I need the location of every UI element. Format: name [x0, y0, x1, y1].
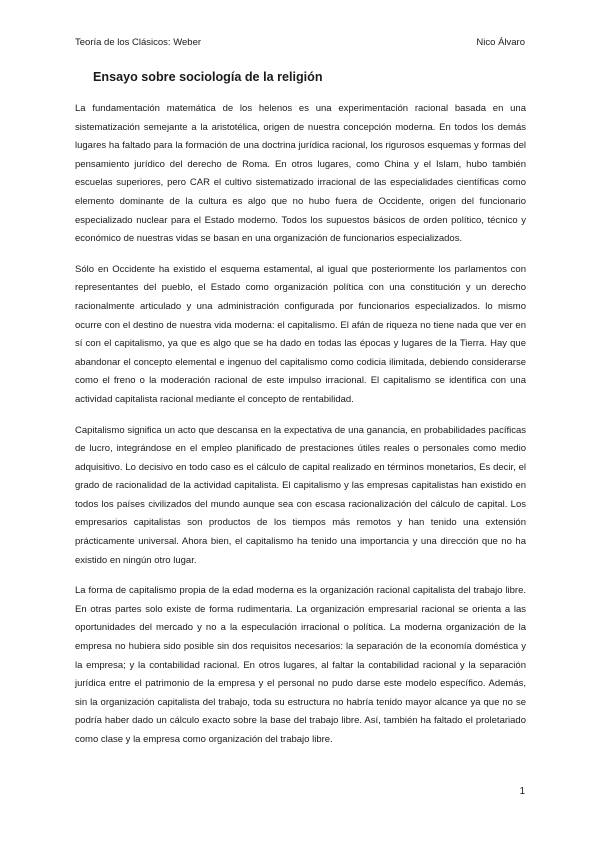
paragraph: Sólo en Occidente ha existido el esquema estamental, al igual que posteriormente los parlamentos con representantes del pueblo, el Estado como organización política con una constitución y un derecho racionalmente articulado y una administración configurada por funcionarios especializados. lo mismo ocurre con el destino de nuestra vida moderna: el capitalismo. El afán de riqueza no tiene nada que ver en sí con el capitalismo, ya que es algo que se ha dado en todas las épocas y lugares de la Tierra. Hay que abandonar el concepto elemental e ingenuo del capitalismo como codicia ilimitada, debiendo considerarse como el freno o la moderación racional de este impulso irracional. El capitalismo se identifica con una actividad capitalista racional mediante el concepto de rentabilidad. — [75, 263, 526, 405]
header-author: Nico Álvaro — [476, 37, 525, 48]
paragraph: La fundamentación matemática de los helenos es una experimentación racional basada en una sistematización semejante a la aristotélica, origen de nuestra concepción moderna. En todos los demás lugares ha faltado para la formación de una doctrina jurídica racional, los rigurosos esquemas y formas del pensamiento jurídico del derecho de Roma. En otros lugares, como China y el Islam, hubo también escuelas superiores, pero CAR el cultivo sistematizado irracional de las especialidades científicas como elemento dominante de la cultura es algo que no hubo fuera de Occidente, origen del funcionario especializado nuclear para el Estado moderno. Todos los supuestos básicos de orden político, técnico y económico de nuestras vidas se basan en una organización de funcionarios especializados. — [75, 103, 526, 245]
page-number: 1 — [519, 786, 525, 797]
page-header — [75, 37, 525, 48]
header-course-title: Teoría de los Clásicos: Weber — [75, 37, 202, 48]
essay-body — [75, 100, 526, 762]
paragraph: La forma de capitalismo propia de la edad moderna es la organización racional capitalista del trabajo libre. En otras partes solo existe de forma rudimentaria. La organización empresarial racional se orienta a las oportunidades del mercado y no a la especulación irracional o política. La moderna organización de la empresa no hubiera sido posible sin dos requisitos necesarios: la separación de la economía doméstica y la empresa; y la contabilidad racional. En otros lugares, al faltar la contabilidad racional y la separación jurídica entre el patrimonio de la empresa y el personal no pudo darse este modelo específico. Además, sin la organización capitalista del trabajo, toda su estructura no habría tenido mayor alcance ya que no se podría haber dado un cálculo exacto sobre la base del trabajo libre. Así, también ha faltado el proletariado como clase y la empresa como organización del trabajo libre. — [75, 585, 526, 745]
essay-title: Ensayo sobre sociología de la religión — [93, 70, 323, 84]
paragraph: Capitalismo significa un acto que descansa en la expectativa de una ganancia, en probabilidades pacíficas de lucro, integrándose en el empleo planificado de prestaciones útiles reales o personales como medio adquisitivo. Lo decisivo en todo caso es el cálculo de capital realizado en términos monetarios, Es decir, el grado de racionalidad de la actividad capitalista. El capitalismo y las empresas capitalistas han existido en todos los países civilizados del mundo aunque sea con escasa racionalización del cálculo de capital. Los empresarios capitalistas son productos de los tiempos más remotos y han tenido una extensión prácticamente universal. Ahora bien, el capitalismo ha tenido una importancia y una dirección que no ha existido en ningún otro lugar. — [75, 424, 526, 566]
